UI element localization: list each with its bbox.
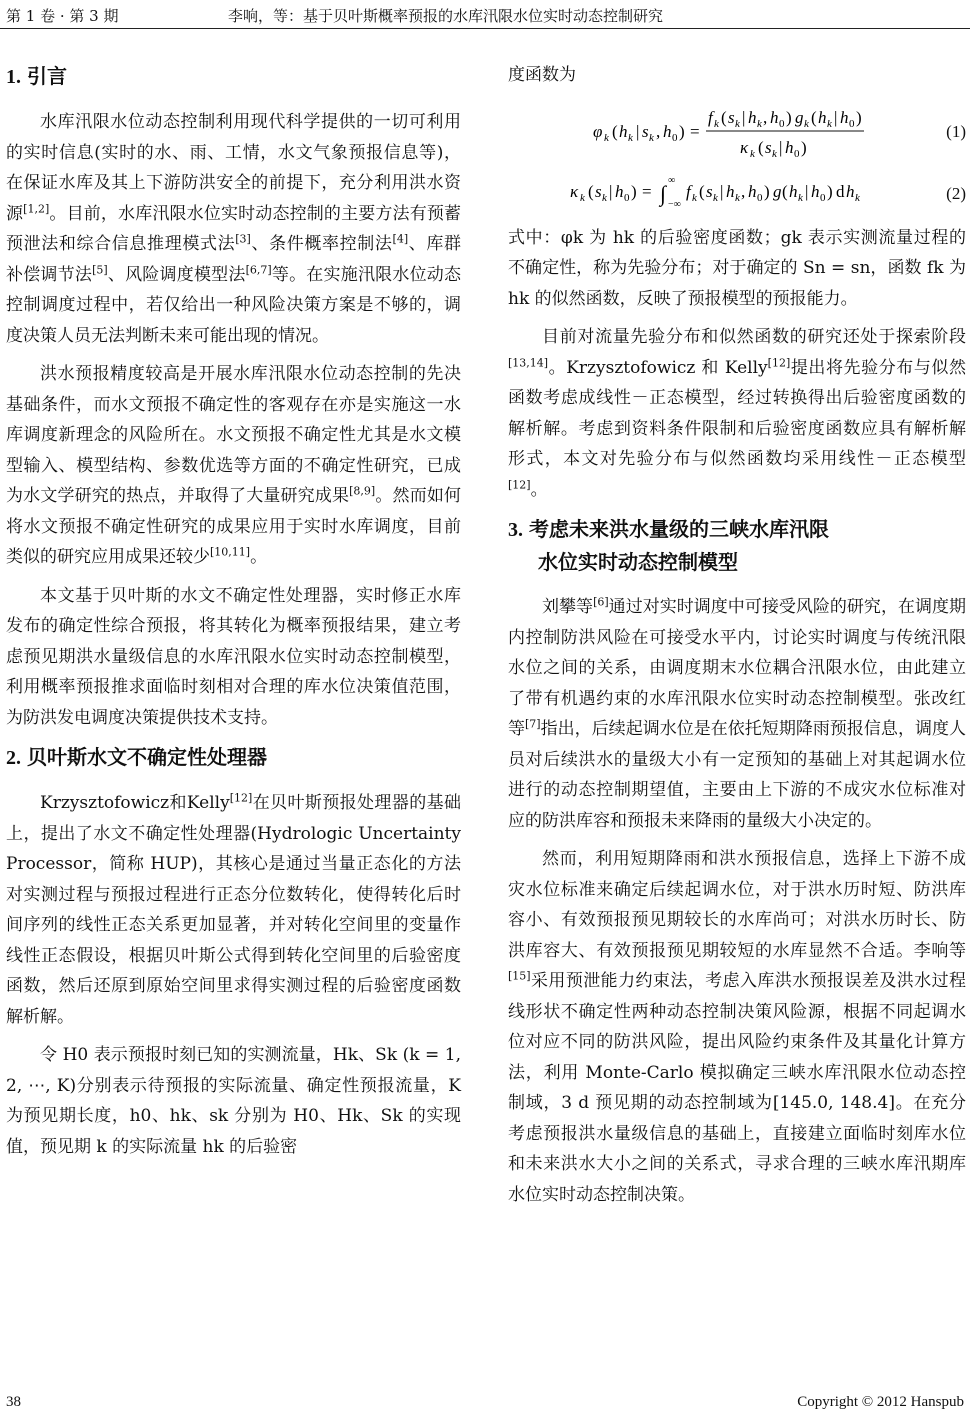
- svg-text:(: (: [612, 121, 618, 141]
- section-1-paragraph-2: 洪水预报精度较高是开展水库汛限水位动态控制的先决基础条件，而水文预报不确定性的客观存在亦是实施这一水库调度新理念的风险所在。水文预报不确定性尤其是水文模型输入、模型结构、参数优选等方面的不确定性研究，已成为水文学研究的热点，并取得了大量研究成果[8,9]。然而如何将水文预报不确定性研究的成果应用于实时水库调度，目前类似的研究应用成果还较少[10,11]。: [6, 364, 462, 567]
- svg-text:k: k: [580, 191, 585, 204]
- svg-text:f: f: [686, 181, 691, 201]
- svg-text:|: |: [720, 181, 724, 201]
- svg-text:h: h: [846, 181, 855, 201]
- svg-text:g: g: [795, 107, 804, 127]
- svg-text:h: h: [770, 107, 779, 127]
- svg-text:h: h: [663, 121, 672, 141]
- svg-text:,: ,: [741, 181, 746, 201]
- page-number: 38: [6, 1394, 21, 1410]
- svg-text:0: 0: [672, 131, 678, 144]
- svg-text:|: |: [742, 107, 746, 127]
- svg-text:k: k: [735, 191, 740, 204]
- svg-text:g: g: [773, 181, 782, 201]
- svg-text:k: k: [827, 117, 832, 130]
- svg-text:=: =: [642, 181, 652, 201]
- svg-text:k: k: [692, 191, 697, 204]
- section-3-number: 3.: [508, 519, 523, 541]
- svg-text:f: f: [708, 107, 713, 127]
- svg-text:h: h: [811, 181, 820, 201]
- section-3-title-line-2: 水位实时动态控制模型: [538, 550, 738, 574]
- svg-text:k: k: [649, 131, 654, 144]
- svg-text:k: k: [772, 147, 777, 159]
- svg-text:h: h: [615, 181, 624, 201]
- svg-text:−∞: −∞: [668, 198, 681, 210]
- section-1-title: 引言: [27, 64, 67, 88]
- section-2-heading: [6, 741, 461, 774]
- equation-1-number: (1): [946, 121, 966, 141]
- equation-2: [508, 169, 966, 213]
- svg-text:s: s: [765, 137, 772, 157]
- section-2-paragraph-2: 令 H0 表示预报时刻已知的实测流量，Hk、Sk (k = 1, 2, ⋯, K)分别表示待预报的实际流量、确定性预报流量，K 为预见期长度，h0、hk、sk 分别为 H0、Hk、Sk 的实现值，预见期 k 的实际流量 hk 的后验密: [6, 1045, 461, 1157]
- section-2-continuation: 度函数为: [508, 65, 576, 85]
- svg-text:h: h: [785, 137, 794, 157]
- svg-text:k: k: [798, 191, 803, 204]
- svg-text:∞: ∞: [668, 174, 676, 186]
- section-3-title-line-1: 考虑未来洪水量级的三峡水库汛限: [529, 517, 829, 541]
- left-column: [6, 60, 461, 1170]
- svg-text:|: |: [779, 137, 783, 157]
- svg-text:,: ,: [656, 121, 661, 141]
- svg-text:k: k: [757, 117, 762, 130]
- svg-text:0: 0: [757, 191, 763, 204]
- section-3-heading: [508, 513, 966, 578]
- svg-text:h: h: [748, 181, 757, 201]
- svg-text:k: k: [628, 131, 633, 144]
- svg-text:h: h: [619, 121, 628, 141]
- section-1-heading: [6, 60, 461, 93]
- section-3-paragraph-2: 然而，利用短期降雨和洪水预报信息，选择上下游不成灾水位标准来确定后续起调水位，对于洪水历时短、防洪库容小、有效预报预见期较长的水库尚可；对洪水历时长、防洪库容大、有效预报预见期较短的水库显然不合适。李响等[15]采用预泄能力约束法，考虑入库洪水预报误差及洪水过程线形状不确定性两种动态控制决策风险源，根据不同起调水位对应不同的防洪风险，提出风险约束条件及其量化计算方法，利用 Monte-Carlo 模拟确定三峡水库汛限水位动态控制域，3 d 预见期的动态控制域为[145.0, 148.4]。在充分考虑预报洪水量级信息的基础上，直接建立面临时刻库水位和未来洪水大小之间的关系式，寻求合理的三峡水库汛期库水位实时动态控制决策。: [508, 849, 966, 1205]
- svg-text:): ): [764, 181, 770, 201]
- svg-text:s: s: [642, 121, 649, 141]
- svg-text:|: |: [636, 121, 640, 141]
- svg-text:0: 0: [794, 147, 800, 159]
- svg-text:s: s: [595, 181, 602, 201]
- svg-text:0: 0: [624, 191, 630, 204]
- svg-text:0: 0: [779, 117, 785, 130]
- svg-text:∫: ∫: [660, 180, 667, 206]
- svg-text:): ): [679, 121, 685, 141]
- svg-text:(: (: [758, 137, 764, 157]
- running-header: [0, 0, 970, 29]
- section-1-paragraph-3: 本文基于贝叶斯的水文不确定性处理器，实时修正水库发布的确定性综合预报，将其转化为概率预报结果，建立考虑预见期洪水量级信息的水库汛限水位实时动态控制模型，利用概率预报推求面临时刻相对合理的库水位决策值范围，为防洪发电调度决策提供技术支持。: [6, 585, 461, 728]
- svg-text:k: k: [804, 117, 809, 130]
- copyright-notice: Copyright © 2012 Hanspub: [797, 1394, 964, 1410]
- svg-text:): ): [786, 107, 792, 127]
- svg-text:κ: κ: [740, 137, 749, 157]
- svg-text:h: h: [726, 181, 735, 201]
- svg-text:(: (: [699, 181, 705, 201]
- svg-text:s: s: [728, 107, 735, 127]
- journal-volume: 第 1 卷 · 第 3 期: [6, 7, 119, 25]
- svg-text:0: 0: [849, 117, 855, 130]
- equation-1: [508, 99, 966, 159]
- section-3-paragraph-1: 刘攀等[6]通过对实时调度中可接受风险的研究，在调度期内控制防洪风险在可接受水平内，讨论实时调度与传统汛限水位之间的关系，由调度期末水位耦合汛限水位，由此建立了带有机遇约束的水库汛限水位实时动态控制模型。张改红等[7]指出，后续起调水位是在依托短期降雨预报信息，调度人员对后续洪水的量级大小有一定预知的基础上对其起调水位进行的动态控制期望值，主要由上下游的不成灾水位标准对应的防洪库容和预报未来降雨的量级大小决定的。: [508, 595, 967, 831]
- svg-text:,: ,: [763, 107, 768, 127]
- svg-text:k: k: [713, 191, 718, 204]
- svg-text:k: k: [855, 191, 860, 204]
- svg-text:0: 0: [820, 191, 826, 204]
- svg-text:h: h: [840, 107, 849, 127]
- section-1-paragraph-1: 水库汛限水位动态控制利用现代科学提供的一切可利用的实时信息(实时的水、雨、工情，水文气象预报信息等)，在保证水库及其上下游防洪安全的前提下，充分利用洪水资源[1,2]。目前，水库汛限水位实时动态控制的主要方法有预蓄预泄法和综合信息推理模式法[3]、条件概率控制法[4]、库群补偿调节法[5]、风险调度模型法[6,7]等。在实施汛限水位动态控制调度过程中，若仅给出一种风险决策方案是不够的，调度决策人员无法判断未来可能出现的情况。: [6, 112, 462, 346]
- section-2-paragraph-4: 式中：φk 为 hk 的后验密度函数；gk 表示实测流量过程的不确定性，称为先验分布；对于确定的 Sn = sn，函数 fk 为 hk 的似然函数，反映了预报模型的预报能力。: [508, 227, 966, 309]
- svg-text:s: s: [706, 181, 713, 201]
- svg-text:h: h: [789, 181, 798, 201]
- svg-text:): ): [827, 181, 833, 201]
- svg-text:): ): [631, 181, 637, 201]
- section-1-number: 1.: [6, 66, 21, 88]
- svg-text:|: |: [805, 181, 809, 201]
- svg-text:k: k: [750, 147, 755, 159]
- svg-text:(: (: [721, 107, 727, 127]
- running-title: 李响，等：基于贝叶斯概率预报的水库汛限水位实时动态控制研究: [228, 7, 664, 25]
- svg-text:): ): [856, 107, 862, 127]
- svg-text:h: h: [818, 107, 827, 127]
- svg-text:d: d: [836, 181, 845, 201]
- svg-text:κ: κ: [570, 181, 579, 201]
- svg-text:k: k: [602, 191, 607, 204]
- svg-text:=: =: [690, 121, 700, 141]
- section-2-paragraph-1: Krzysztofowicz和Kelly[12]在贝叶斯预报处理器的基础上，提出了水文不确定性处理器(Hydrologic Uncertainty Processor，简称 HUP)，其核心是通过当量正态化的方法对实测过程与预报过程进行正态分位数转化，使得转化后时间序列的线性正态关系更加显著，并对转化空间里的变量作线性正态假设，根据贝叶斯公式得到转化空间里的后验密度函数，然后还原到原始空间里求得实测过程的后验密度函数解析解。: [6, 791, 461, 1027]
- svg-text:h: h: [748, 107, 757, 127]
- section-2-title: 贝叶斯水文不确定性处理器: [27, 745, 267, 769]
- svg-text:φ: φ: [593, 121, 603, 141]
- svg-text:(: (: [811, 107, 817, 127]
- equation-1-graphic: [508, 99, 928, 159]
- svg-text:k: k: [735, 117, 740, 130]
- svg-text:(: (: [782, 181, 788, 201]
- svg-text:k: k: [714, 117, 719, 130]
- right-column: [508, 60, 966, 1218]
- svg-text:|: |: [834, 107, 838, 127]
- equation-2-number: (2): [946, 183, 966, 203]
- svg-text:(: (: [588, 181, 594, 201]
- svg-text:|: |: [609, 181, 613, 201]
- equation-2-graphic: [508, 169, 928, 213]
- svg-text:): ): [801, 137, 807, 157]
- section-2-paragraph-5: 目前对流量先验分布和似然函数的研究还处于探索阶段[13,14]。Krzysztofowicz 和 Kelly[12]提出将先验分布与似然函数考虑成线性－正态模型，经过转换得出后验密度函数的解析解。考虑到资料条件限制和后验密度函数应具有解析解形式，本文对先验分布与似然函数均采用线性－正态模型[12]。: [508, 327, 967, 500]
- svg-text:k: k: [604, 131, 609, 144]
- section-2-number: 2.: [6, 747, 21, 769]
